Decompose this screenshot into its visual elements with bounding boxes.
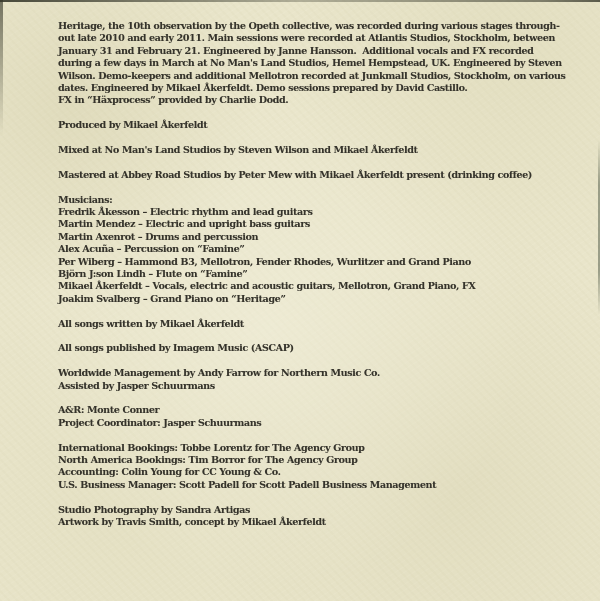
published-line: All songs published by Imagem Music (ASCAP) bbox=[58, 343, 294, 355]
musician-credit: Björn J:son Lindh – Flute on “Famine” bbox=[58, 269, 248, 281]
musician-credit: Alex Acuña – Percussion on “Famine” bbox=[58, 244, 245, 256]
mixed-line: Mixed at No Man's Land Studios by Steven Wilson and Mikael Åkerfeldt bbox=[58, 145, 418, 157]
scan-edge-top bbox=[0, 0, 600, 2]
recording-notes-line: Wilson. Demo-keepers and additional Mellotron recorded at Junkmall Studios, Stockholm, on various bbox=[58, 70, 566, 82]
musician-credit: Martin Mendez – Electric and upright bass guitars bbox=[58, 219, 310, 231]
anr-line: A&R: Monte Conner bbox=[58, 405, 160, 417]
musician-credit: Per Wiberg – Hammond B3, Mellotron, Fender Rhodes, Wurlitzer and Grand Piano bbox=[58, 256, 471, 268]
bookings-line: International Bookings: Tobbe Lorentz for The Agency Group bbox=[58, 442, 365, 454]
musician-credit: Joakim Svalberg – Grand Piano on “Heritage” bbox=[58, 293, 286, 305]
scan-edge-left bbox=[0, 0, 3, 135]
produced-credit bbox=[58, 120, 593, 132]
mastered-credit bbox=[58, 170, 593, 182]
produced-line: Produced by Mikael Åkerfeldt bbox=[58, 120, 208, 132]
mixed-credit bbox=[58, 145, 593, 157]
management-section bbox=[58, 368, 593, 393]
recording-notes-line: dates. Engineered by Mikael Åkerfeldt. Demo sessions prepared by David Castillo. bbox=[58, 83, 468, 95]
musicians-heading: Musicians: bbox=[58, 194, 113, 206]
business-manager-line: U.S. Business Manager: Scott Padell for Scott Padell Business Management bbox=[58, 479, 437, 491]
written-line: All songs written by Mikael Åkerfeldt bbox=[58, 318, 244, 330]
management-line: Worldwide Management by Andy Farrow for Northern Music Co. bbox=[58, 368, 380, 380]
artwork-section bbox=[58, 505, 593, 530]
recording-notes-line: January 31 and February 21. Engineered by Janne Hansson. Additional vocals and FX recorded bbox=[58, 45, 534, 57]
publishing-credit bbox=[58, 343, 593, 355]
recording-notes-line: Heritage, the 10th observation by the Opeth collective, was recorded during various stages through- bbox=[58, 21, 560, 32]
management-line: Assisted by Jasper Schuurmans bbox=[58, 380, 215, 392]
coordinator-line: Project Coordinator: Jasper Schuurmans bbox=[58, 417, 262, 429]
accounting-line: Accounting: Colin Young for CC Young & Co. bbox=[58, 467, 281, 479]
credits-text-block bbox=[58, 21, 593, 542]
label-section bbox=[58, 405, 593, 430]
mastered-line: Mastered at Abbey Road Studios by Peter Mew with Mikael Åkerfeldt present (drinking coffee) bbox=[58, 169, 532, 181]
musician-credit: Martin Axenrot – Drums and percussion bbox=[58, 231, 259, 243]
musicians-section bbox=[58, 195, 593, 307]
bookings-section bbox=[58, 443, 593, 493]
recording-notes-line: FX in “Häxprocess” provided by Charlie Dodd. bbox=[58, 95, 289, 107]
artwork-line: Artwork by Travis Smith, concept by Mikael Åkerfeldt bbox=[58, 517, 326, 529]
recording-notes-paragraph bbox=[58, 21, 593, 108]
musician-credit: Mikael Åkerfeldt – Vocals, electric and acoustic guitars, Mellotron, Grand Piano, FX bbox=[58, 281, 476, 293]
musician-credit: Fredrik Åkesson – Electric rhythm and lead guitars bbox=[58, 207, 313, 219]
recording-notes-line: out late 2010 and early 2011. Main sessions were recorded at Atlantis Studios, Stockholm, between bbox=[58, 33, 556, 45]
recording-notes-line: during a few days in March at No Man's Land Studios, Hemel Hempstead, UK. Engineered by Steven bbox=[58, 58, 562, 70]
bookings-line: North America Bookings: Tim Borror for The Agency Group bbox=[58, 455, 358, 467]
songwriting-credit bbox=[58, 319, 593, 331]
photography-line: Studio Photography by Sandra Artigas bbox=[58, 504, 250, 516]
